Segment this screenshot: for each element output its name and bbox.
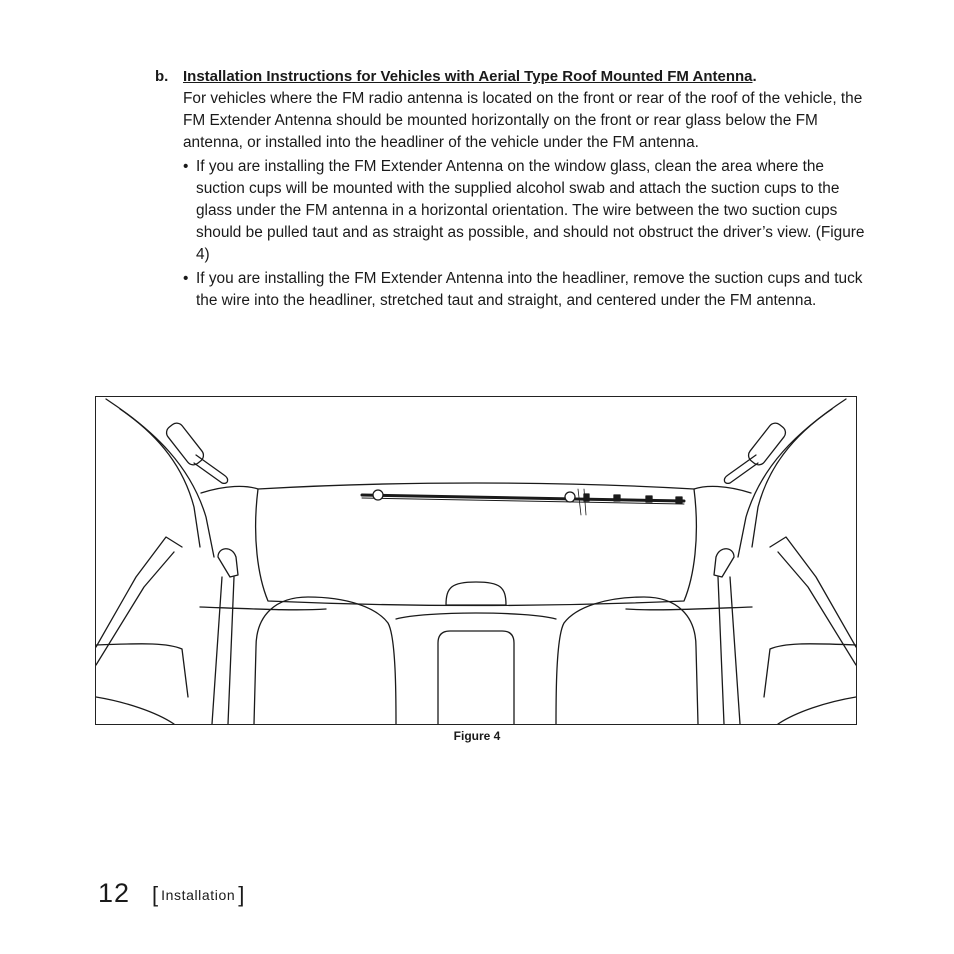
instruction-section xyxy=(155,66,870,312)
section-heading-row xyxy=(155,66,870,88)
bullet-text: If you are installing the FM Extender Antenna into the headliner, remove the suction cups and tuck the wire into the headliner, stretched taut and straight, and centered under the FM antenna. xyxy=(196,270,863,309)
bullet-text: If you are installing the FM Extender Antenna on the window glass, clean the area where the suction cups will be mounted with the supplied alcohol swab and attach the suction cups to the glass under the FM antenna in a horizontal orientation. The wire between the two suction cups should be pulled taut and as straight as possible, and should not obstruct the driver’s view. (Figure 4) xyxy=(196,158,865,263)
center-console xyxy=(396,613,556,619)
rear-view-mirror xyxy=(446,582,506,605)
left-lower-panel xyxy=(96,644,188,697)
right-door-trim xyxy=(778,552,856,665)
figure-caption: Figure 4 xyxy=(453,729,501,743)
right-lower-panel xyxy=(764,644,856,697)
seat-back-right xyxy=(556,597,698,724)
figure-4-illustration xyxy=(95,396,857,725)
bullet-dot: • xyxy=(183,270,189,287)
footer-section-label xyxy=(152,882,244,908)
heading-period: . xyxy=(752,68,757,85)
bracket-close: ] xyxy=(238,882,245,907)
headliner-right xyxy=(694,486,751,493)
seat-back-left xyxy=(254,597,396,724)
list-marker: b. xyxy=(155,68,169,85)
fm-antenna-wire xyxy=(362,489,684,515)
car-interior-drawing xyxy=(96,397,856,724)
center-armrest xyxy=(438,631,514,724)
left-lower-trim xyxy=(96,697,174,724)
left-door-trim xyxy=(96,552,174,665)
parcel-shelf xyxy=(200,607,752,610)
page-number: 12 xyxy=(98,878,131,908)
section-heading: Installation Instructions for Vehicles with Aerial Type Roof Mounted FM Antenna xyxy=(183,68,753,85)
right-door-frame xyxy=(770,537,856,647)
bullet-item xyxy=(183,268,870,312)
intro-paragraph: For vehicles where the FM radio antenna is located on the front or rear of the roof of the vehicle, the FM Extender Antenna should be mounted horizontally on the front or rear glass below the FM antenna, or installed into the headliner of the vehicle under the FM antenna. xyxy=(183,90,863,151)
grab-handle-left xyxy=(164,420,228,483)
bullet-item xyxy=(183,156,870,266)
seat-belt-left xyxy=(212,549,238,724)
bullet-dot: • xyxy=(183,158,189,175)
seat-belt-right xyxy=(714,549,740,724)
right-lower-trim xyxy=(778,697,856,724)
headliner-left xyxy=(201,486,258,493)
grab-handle-right xyxy=(724,420,788,483)
footer-section-name: Installation xyxy=(161,887,236,903)
left-door-frame xyxy=(96,537,182,647)
bracket-open: [ xyxy=(152,882,159,907)
